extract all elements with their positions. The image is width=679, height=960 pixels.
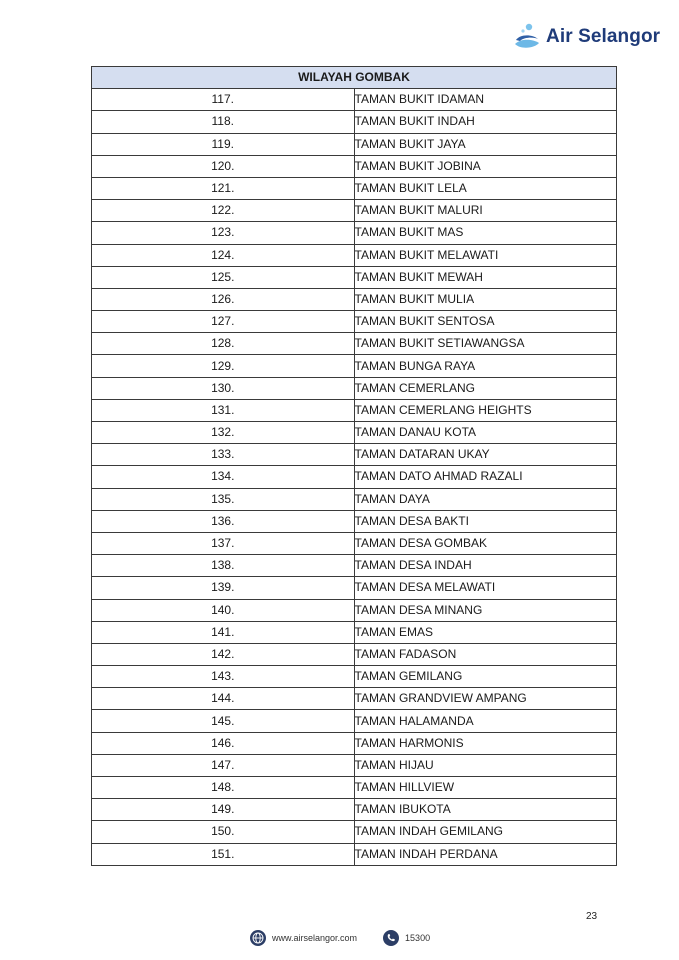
table-row [92, 399, 617, 421]
row-number: 151. [92, 843, 355, 865]
table-row [92, 177, 617, 199]
footer-website[interactable]: www.airselangor.com [272, 933, 358, 943]
table-row [92, 532, 617, 554]
area-table [91, 66, 617, 866]
area-name: TAMAN BUKIT SETIAWANGSA [354, 333, 617, 355]
row-number: 125. [92, 266, 355, 288]
row-number: 150. [92, 821, 355, 843]
row-number: 121. [92, 177, 355, 199]
globe-icon [250, 930, 266, 946]
table-row [92, 355, 617, 377]
area-name: TAMAN BUKIT INDAH [354, 111, 617, 133]
area-name: TAMAN DESA GOMBAK [354, 532, 617, 554]
phone-icon [383, 930, 399, 946]
table-row [92, 444, 617, 466]
table-row [92, 311, 617, 333]
row-number: 118. [92, 111, 355, 133]
row-number: 145. [92, 710, 355, 732]
footer-phone[interactable]: 15300 [405, 933, 431, 943]
table-row [92, 266, 617, 288]
area-name: TAMAN DESA INDAH [354, 555, 617, 577]
area-name: TAMAN DESA BAKTI [354, 510, 617, 532]
area-name: TAMAN HALAMANDA [354, 710, 617, 732]
table-row [92, 466, 617, 488]
table-row [92, 688, 617, 710]
area-name: TAMAN BUKIT IDAMAN [354, 89, 617, 111]
table-row [92, 599, 617, 621]
table-row [92, 200, 617, 222]
table-row [92, 643, 617, 665]
table-row [92, 333, 617, 355]
area-name: TAMAN BUKIT MULIA [354, 288, 617, 310]
area-name: TAMAN DAYA [354, 488, 617, 510]
area-name: TAMAN CEMERLANG HEIGHTS [354, 399, 617, 421]
row-number: 137. [92, 532, 355, 554]
row-number: 135. [92, 488, 355, 510]
area-name: TAMAN DESA MELAWATI [354, 577, 617, 599]
area-name: TAMAN BUKIT MAS [354, 222, 617, 244]
table-row [92, 288, 617, 310]
row-number: 138. [92, 555, 355, 577]
table-row [92, 89, 617, 111]
row-number: 139. [92, 577, 355, 599]
row-number: 120. [92, 155, 355, 177]
row-number: 131. [92, 399, 355, 421]
row-number: 126. [92, 288, 355, 310]
table-row [92, 577, 617, 599]
air-selangor-logo [512, 20, 660, 54]
area-name: TAMAN BUKIT SENTOSA [354, 311, 617, 333]
area-name: TAMAN BUNGA RAYA [354, 355, 617, 377]
area-name: TAMAN HARMONIS [354, 732, 617, 754]
table-row [92, 843, 617, 865]
row-number: 122. [92, 200, 355, 222]
table-row [92, 754, 617, 776]
row-number: 134. [92, 466, 355, 488]
page-number: 23 [586, 911, 598, 922]
area-name: TAMAN HIJAU [354, 754, 617, 776]
table-row [92, 621, 617, 643]
row-number: 129. [92, 355, 355, 377]
table-row [92, 133, 617, 155]
table-row [92, 222, 617, 244]
row-number: 133. [92, 444, 355, 466]
area-name: TAMAN DESA MINANG [354, 599, 617, 621]
area-name: TAMAN BUKIT MELAWATI [354, 244, 617, 266]
table-row [92, 111, 617, 133]
row-number: 149. [92, 799, 355, 821]
area-name: TAMAN GRANDVIEW AMPANG [354, 688, 617, 710]
footer [250, 930, 430, 946]
row-number: 142. [92, 643, 355, 665]
area-name: TAMAN BUKIT MALURI [354, 200, 617, 222]
area-name: TAMAN BUKIT JOBINA [354, 155, 617, 177]
row-number: 132. [92, 422, 355, 444]
row-number: 141. [92, 621, 355, 643]
row-number: 146. [92, 732, 355, 754]
area-name: TAMAN FADASON [354, 643, 617, 665]
row-number: 119. [92, 133, 355, 155]
area-name: TAMAN DATARAN UKAY [354, 444, 617, 466]
logo-text: Air Selangor [546, 26, 661, 47]
table-row [92, 799, 617, 821]
row-number: 140. [92, 599, 355, 621]
table-row [92, 821, 617, 843]
area-name: TAMAN DATO AHMAD RAZALI [354, 466, 617, 488]
area-name: TAMAN DANAU KOTA [354, 422, 617, 444]
area-name: TAMAN CEMERLANG [354, 377, 617, 399]
table-row [92, 422, 617, 444]
row-number: 147. [92, 754, 355, 776]
table-row [92, 244, 617, 266]
area-name: TAMAN BUKIT LELA [354, 177, 617, 199]
table-row [92, 488, 617, 510]
row-number: 123. [92, 222, 355, 244]
area-name: TAMAN INDAH PERDANA [354, 843, 617, 865]
row-number: 128. [92, 333, 355, 355]
row-number: 143. [92, 666, 355, 688]
row-number: 117. [92, 89, 355, 111]
row-number: 148. [92, 777, 355, 799]
water-drop-logo-icon [512, 22, 542, 52]
row-number: 136. [92, 510, 355, 532]
area-name: TAMAN HILLVIEW [354, 777, 617, 799]
table-header-row [92, 67, 617, 89]
row-number: 124. [92, 244, 355, 266]
area-name: TAMAN GEMILANG [354, 666, 617, 688]
area-name: TAMAN EMAS [354, 621, 617, 643]
table-row [92, 510, 617, 532]
table-row [92, 155, 617, 177]
area-name: TAMAN BUKIT JAYA [354, 133, 617, 155]
table-row [92, 732, 617, 754]
area-name: TAMAN IBUKOTA [354, 799, 617, 821]
row-number: 130. [92, 377, 355, 399]
row-number: 144. [92, 688, 355, 710]
row-number: 127. [92, 311, 355, 333]
table-row [92, 777, 617, 799]
table-row [92, 666, 617, 688]
table-row [92, 710, 617, 732]
table-title: WILAYAH GOMBAK [92, 67, 617, 89]
area-name: TAMAN INDAH GEMILANG [354, 821, 617, 843]
area-name: TAMAN BUKIT MEWAH [354, 266, 617, 288]
table-row [92, 377, 617, 399]
table-row [92, 555, 617, 577]
